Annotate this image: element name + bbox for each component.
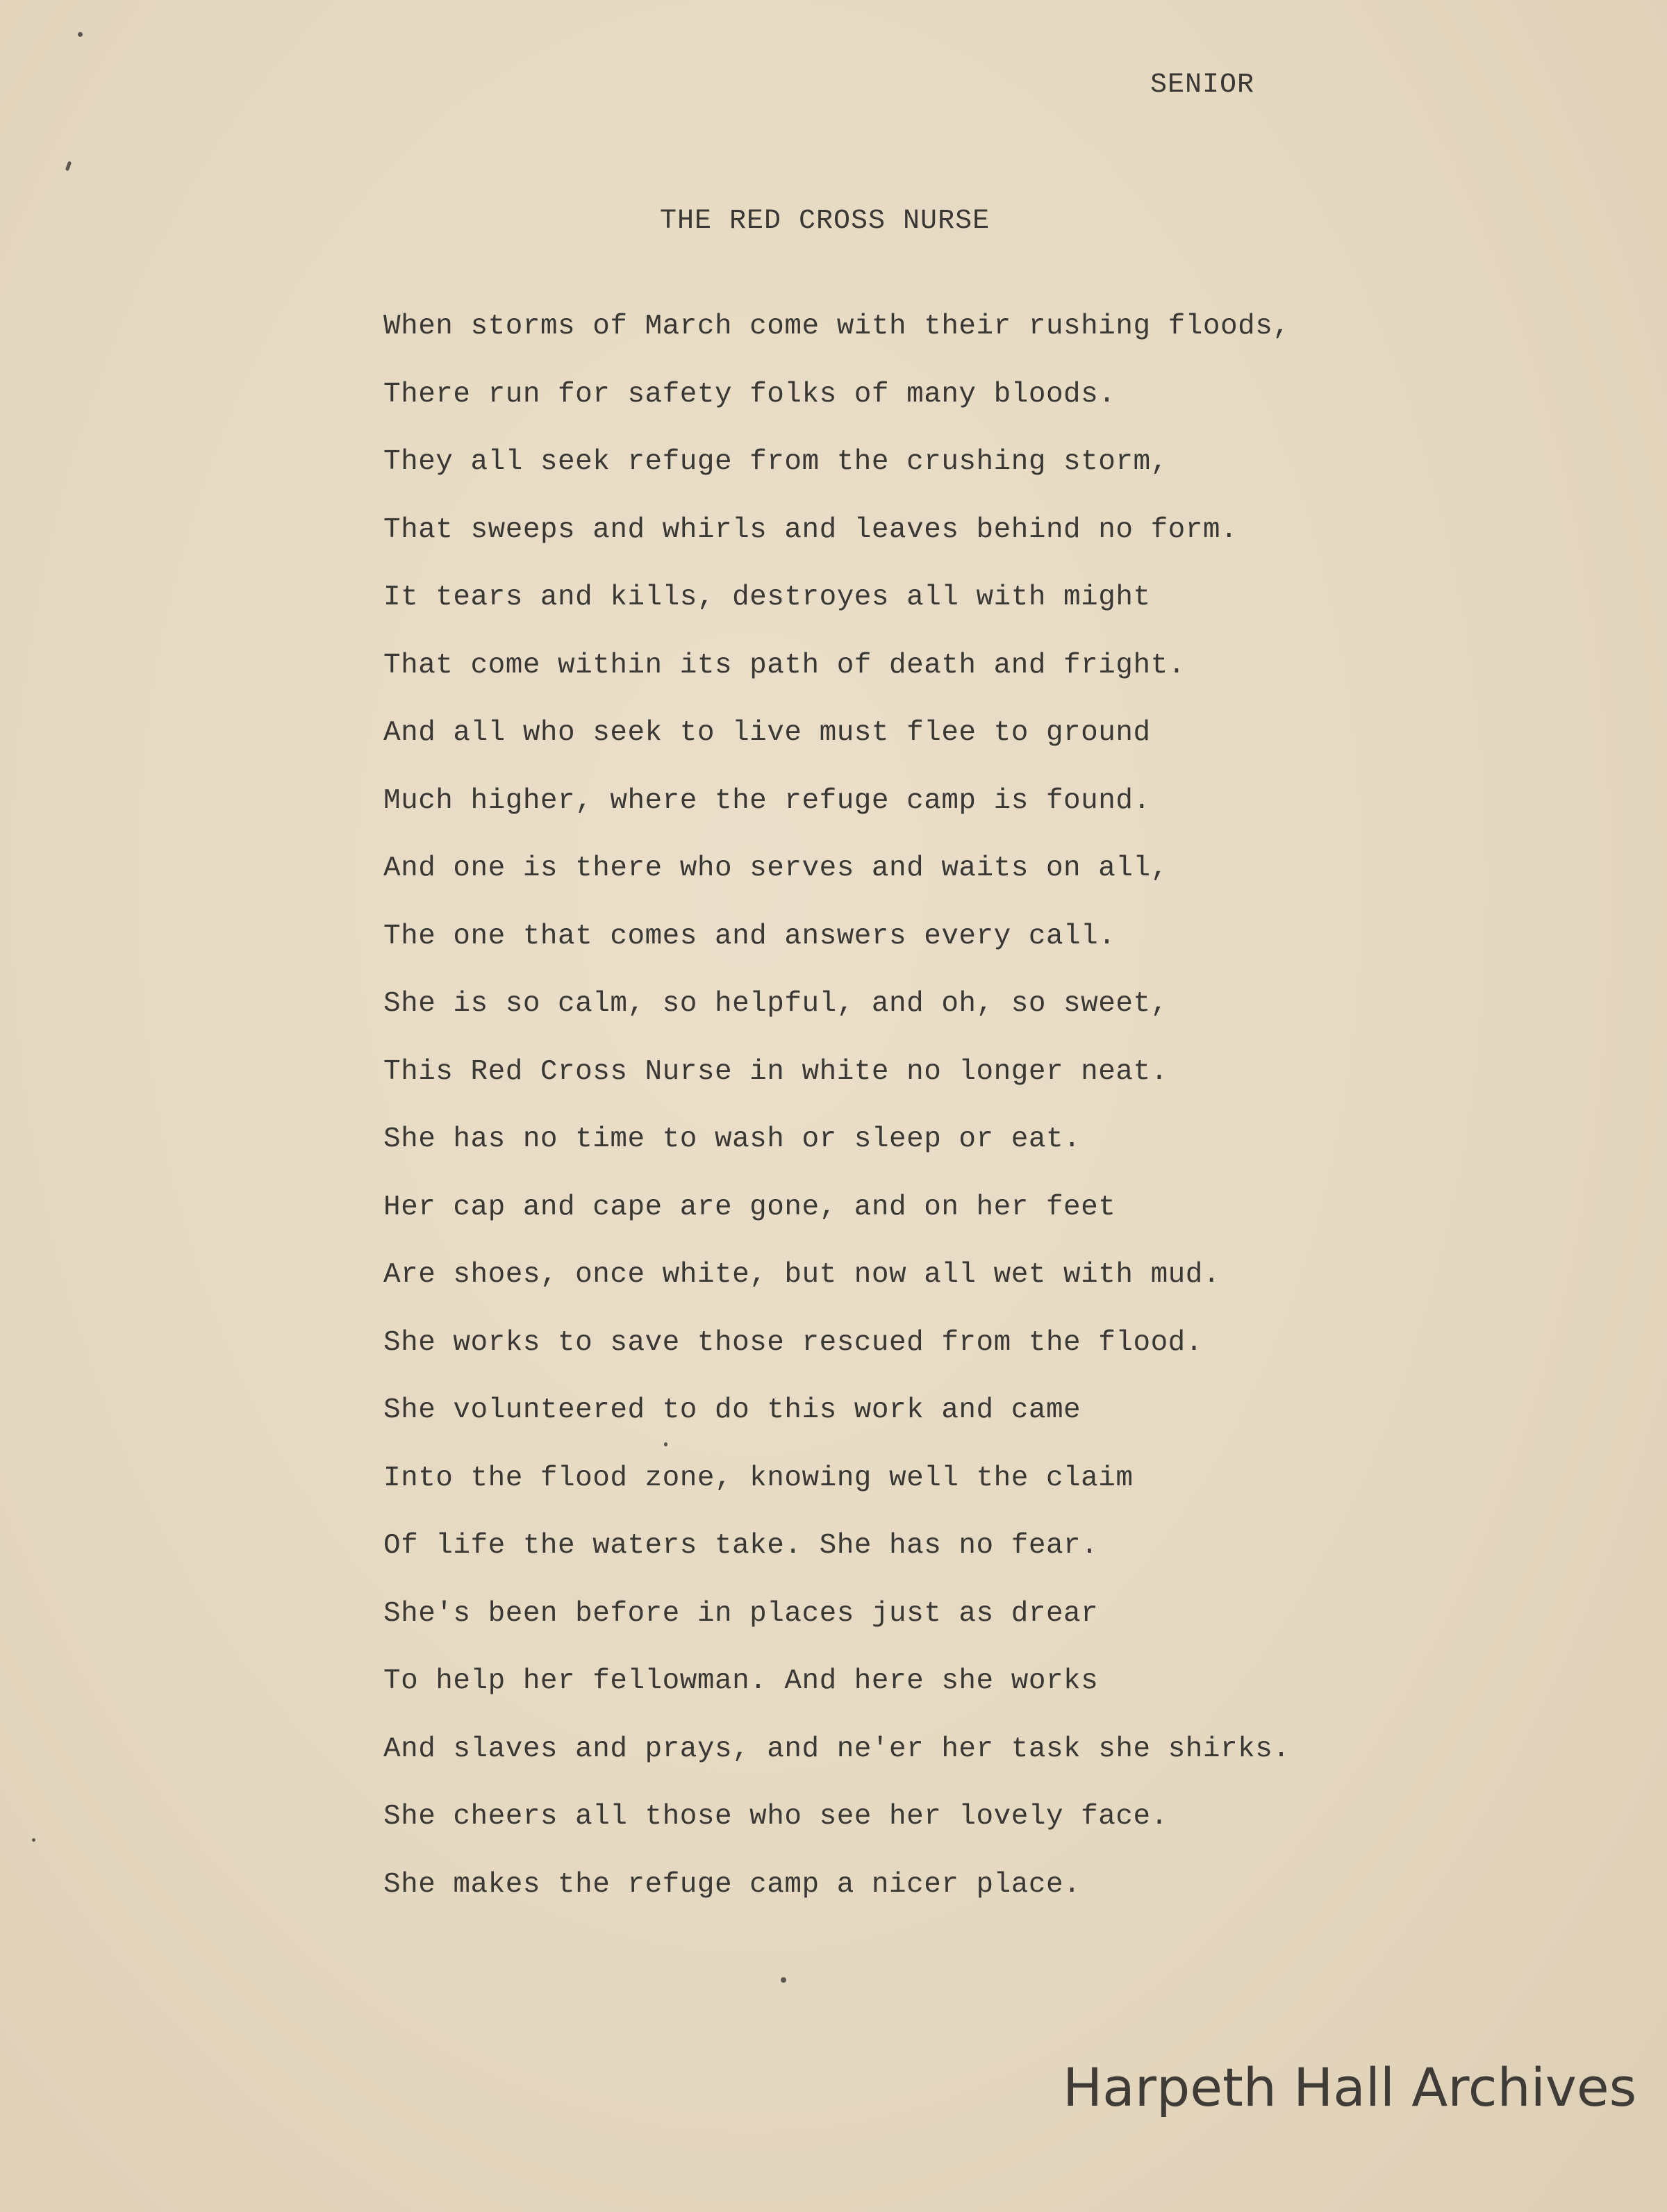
paper-speck [78,32,83,37]
poem-line: Into the flood zone, knowing well the claim [383,1462,1134,1494]
poem-line: It tears and kills, destroyes all with might [383,581,1151,613]
poem-line: And one is there who serves and waits on all, [383,852,1168,884]
grade-label: SENIOR [1150,69,1255,101]
poem-line: She cheers all those who see her lovely face. [383,1801,1168,1833]
poem-line: They all seek refuge from the crushing storm, [383,446,1168,478]
poem-body [383,306,1291,1931]
paper-speck [65,161,72,172]
poem-line: To help her fellowman. And here she works [383,1665,1099,1697]
poem-line: The one that comes and answers every call. [383,920,1116,952]
paper-speck [32,1838,35,1842]
poem-line: Are shoes, once white, but now all wet with mud. [383,1259,1220,1291]
poem-line: Her cap and cape are gone, and on her feet [383,1191,1116,1223]
poem-line: She works to save those rescued from the flood. [383,1326,1203,1359]
paper-speck [781,1977,786,1983]
poem-title: THE RED CROSS NURSE [660,206,990,237]
poem-line: There run for safety folks of many bloods. [383,378,1116,411]
poem-line: And all who seek to live must flee to ground [383,717,1151,749]
poem-line: She has no time to wash or sleep or eat. [383,1123,1081,1155]
poem-line: Much higher, where the refuge camp is found. [383,784,1151,817]
poem-line: And slaves and prays, and ne'er her task she shirks. [383,1733,1291,1765]
poem-line: This Red Cross Nurse in white no longer neat. [383,1055,1168,1088]
archive-watermark: Harpeth Hall Archives [1063,2056,1637,2118]
poem-line: She makes the refuge camp a nicer place. [383,1868,1081,1901]
poem-line: When storms of March come with their rushing floods, [383,311,1291,342]
poem-line: Of life the waters take. She has no fear. [383,1530,1099,1562]
poem-line: She volunteered to do this work and came [383,1394,1081,1426]
poem-line: That come within its path of death and fright. [383,649,1186,682]
poem-line: That sweeps and whirls and leaves behind no form. [383,513,1238,546]
poem-line: She is so calm, so helpful, and oh, so sweet, [383,988,1168,1020]
poem-line: She's been before in places just as drear [383,1597,1099,1630]
